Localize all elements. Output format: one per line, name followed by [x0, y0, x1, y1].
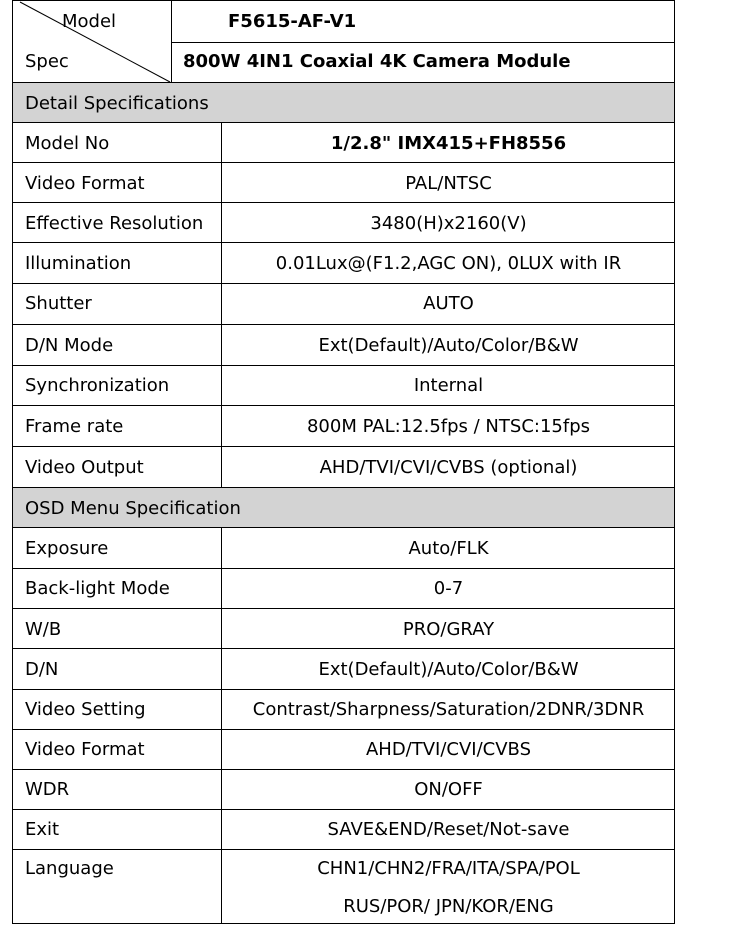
header-model-value: F5615-AF-V1 — [228, 10, 357, 32]
rule — [171, 42, 675, 43]
rule — [12, 769, 675, 770]
rule — [12, 82, 675, 83]
spec-table — [12, 0, 675, 924]
rule — [12, 648, 675, 649]
detail-row-value: 800M PAL:12.5fps / NTSC:15fps — [306, 415, 590, 437]
detail-row-label: Video Output — [25, 456, 144, 478]
detail-row-value: AUTO — [423, 292, 474, 314]
rule — [12, 608, 675, 609]
rule — [12, 568, 675, 569]
osd-row-label: Exit — [25, 818, 60, 840]
rule-right — [674, 0, 675, 924]
osd-row-label: D/N — [25, 658, 59, 680]
osd-row-label: WDR — [25, 778, 70, 800]
rule — [12, 242, 675, 243]
rule — [12, 729, 675, 730]
rule — [12, 405, 675, 406]
detail-row-value: Internal — [413, 374, 484, 396]
language-value-line2: RUS/POR/ JPN/KOR/ENG — [343, 895, 554, 917]
rule — [12, 162, 675, 163]
rule — [12, 283, 675, 284]
rule — [12, 689, 675, 690]
detail-row-value: 0.01Lux@(F1.2,AGC ON), 0LUX with IR — [275, 252, 622, 274]
osd-row-label: Back-light Mode — [25, 577, 170, 599]
header-spec-label: Spec — [25, 50, 69, 72]
header-model-label: Model — [62, 10, 117, 32]
osd-row-value: SAVE&END/Reset/Not-save — [327, 818, 570, 840]
detail-row-value: 3480(H)x2160(V) — [370, 212, 527, 234]
osd-row-label: W/B — [25, 618, 62, 640]
detail-row-label: Effective Resolution — [25, 212, 204, 234]
rule — [12, 202, 675, 203]
osd-row-value: Auto/FLK — [408, 537, 489, 559]
detail-row-label: D/N Mode — [25, 334, 114, 356]
header-spec-value: 800W 4IN1 Coaxial 4K Camera Module — [183, 50, 571, 72]
detail-row-label: Video Format — [25, 172, 145, 194]
rule — [12, 0, 675, 1]
osd-row-label: Video Setting — [25, 698, 146, 720]
rule — [12, 324, 675, 325]
language-value-line1: CHN1/CHN2/FRA/ITA/SPA/POL — [317, 857, 580, 879]
osd-row-value: AHD/TVI/CVI/CVBS — [365, 738, 532, 760]
detail-row-value: 1/2.8" IMX415+FH8556 — [330, 132, 567, 154]
detail-row-value: AHD/TVI/CVI/CVBS (optional) — [319, 456, 578, 478]
detail-row-label: Model No — [25, 132, 110, 154]
rule-col-split-detail — [221, 122, 222, 488]
detail-row-value: Ext(Default)/Auto/Color/B&W — [318, 334, 579, 356]
rule — [12, 923, 675, 924]
detail-row-label: Shutter — [25, 292, 92, 314]
detail-row-value: PAL/NTSC — [405, 172, 492, 194]
osd-row-value: Ext(Default)/Auto/Color/B&W — [318, 658, 579, 680]
rule — [12, 527, 675, 528]
osd-row-label: Video Format — [25, 738, 145, 760]
osd-row-value: Contrast/Sharpness/Saturation/2DNR/3DNR — [252, 698, 645, 720]
osd-row-label: Exposure — [25, 537, 109, 559]
rule-left — [12, 0, 13, 924]
osd-row-value: ON/OFF — [414, 778, 483, 800]
rule — [12, 809, 675, 810]
rule — [12, 122, 675, 123]
osd-row-value: 0-7 — [433, 577, 464, 599]
osd-row-value: PRO/GRAY — [402, 618, 495, 640]
rule — [12, 365, 675, 366]
language-label: Language — [25, 857, 114, 879]
section-detail-title: Detail Specifications — [25, 92, 209, 114]
rule-header-split — [171, 0, 172, 83]
rule-col-split-osd — [221, 527, 222, 924]
detail-row-label: Frame rate — [25, 415, 124, 437]
rule — [12, 487, 675, 488]
rule — [12, 446, 675, 447]
rule — [12, 849, 675, 850]
detail-row-label: Illumination — [25, 252, 132, 274]
section-osd-title: OSD Menu Specification — [25, 497, 241, 519]
detail-row-label: Synchronization — [25, 374, 170, 396]
